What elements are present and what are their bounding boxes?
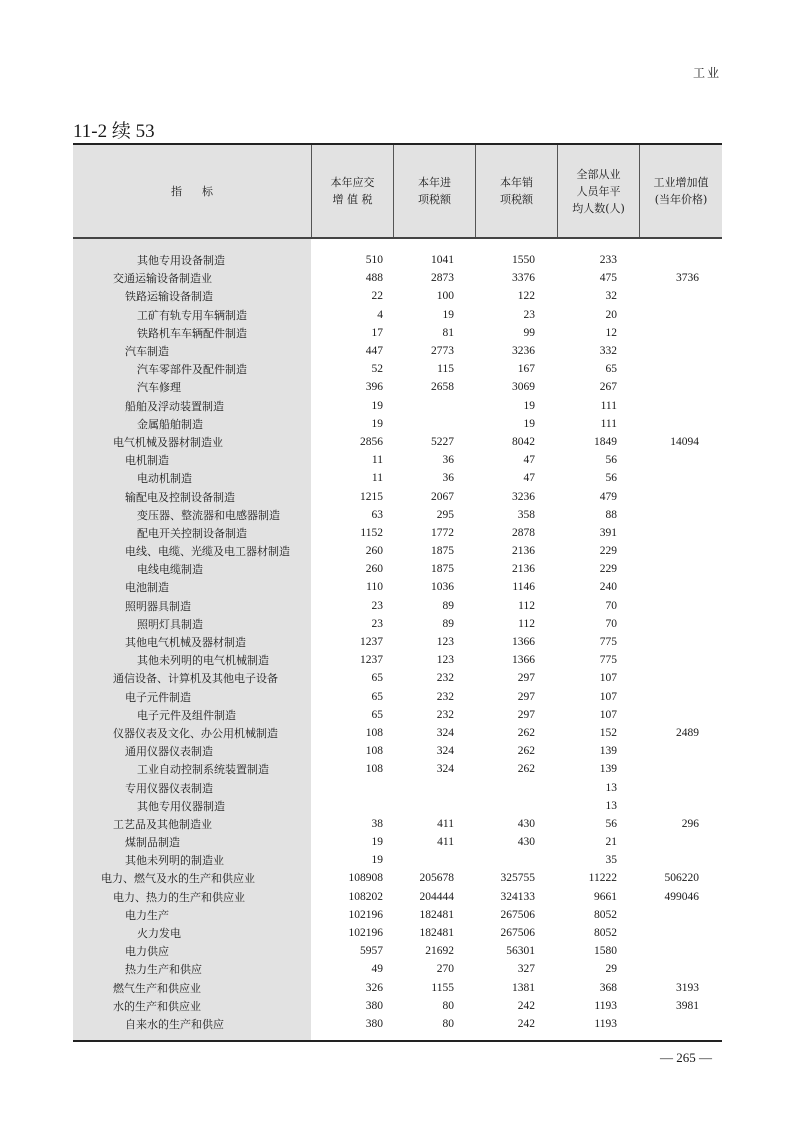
header-vat-payable: 本年应交 增 值 税 (311, 145, 393, 237)
cell-output-tax: 267506 (500, 927, 535, 940)
cell-input-tax: 232 (436, 690, 454, 703)
cell-output-tax: 1366 (512, 654, 535, 667)
cell-output-tax: 358 (517, 508, 535, 521)
section-tag: 工业 (692, 66, 721, 80)
cell-avg-employees: 479 (599, 490, 617, 503)
table-rows (73, 251, 722, 1033)
table-row (73, 724, 722, 742)
cell-vat-payable: 22 (371, 290, 383, 303)
header-value-added: 工业增加值 (当年价格) (639, 145, 722, 237)
cell-input-tax: 19 (442, 308, 454, 321)
table-row (73, 942, 722, 960)
table-row (73, 997, 722, 1015)
cell-vat-payable: 108908 (348, 872, 383, 885)
cell-avg-employees: 229 (599, 545, 617, 558)
cell-output-tax: 242 (517, 999, 535, 1012)
cell-avg-employees: 8052 (594, 927, 617, 940)
row-indicator-name: 自来水的生产和供应 (125, 1017, 224, 1031)
cell-vat-payable: 65 (371, 708, 383, 721)
row-indicator-name: 铁路机车车辆配件制造 (137, 326, 247, 340)
cell-output-tax: 3376 (512, 272, 535, 285)
row-indicator-name: 照明器具制造 (125, 599, 191, 613)
cell-vat-payable: 380 (365, 1017, 383, 1030)
cell-output-tax: 3236 (512, 345, 535, 358)
cell-vat-payable: 447 (365, 345, 383, 358)
table-row (73, 597, 722, 615)
cell-value-added: 2489 (676, 726, 699, 739)
cell-avg-employees: 13 (605, 799, 617, 812)
cell-vat-payable: 19 (371, 399, 383, 412)
cell-value-added: 14094 (670, 435, 699, 448)
table-row (73, 669, 722, 687)
row-indicator-name: 其他专用设备制造 (137, 254, 225, 268)
table-header (73, 143, 722, 239)
cell-output-tax: 297 (517, 690, 535, 703)
cell-vat-payable: 23 (371, 599, 383, 612)
row-indicator-name: 其他专用仪器制造 (137, 799, 225, 813)
cell-input-tax: 232 (436, 672, 454, 685)
cell-input-tax: 2067 (431, 490, 454, 503)
cell-input-tax: 1036 (431, 581, 454, 594)
row-indicator-name: 火力发电 (137, 927, 181, 941)
row-indicator-name: 汽车制造 (125, 345, 169, 359)
table-row (73, 760, 722, 778)
cell-vat-payable: 52 (371, 363, 383, 376)
cell-vat-payable: 1237 (360, 654, 383, 667)
cell-vat-payable: 380 (365, 999, 383, 1012)
cell-output-tax: 327 (517, 963, 535, 976)
table-row (73, 979, 722, 997)
table-row (73, 415, 722, 433)
table-row (73, 469, 722, 487)
header-avg-employees: 全部从业 人员年平 均人数(人) (557, 145, 639, 237)
row-indicator-name: 电机制造 (125, 454, 169, 468)
cell-input-tax: 324 (436, 763, 454, 776)
cell-avg-employees: 29 (605, 963, 617, 976)
cell-avg-employees: 56 (605, 472, 617, 485)
table-row (73, 833, 722, 851)
cell-output-tax: 47 (523, 454, 535, 467)
row-indicator-name: 电气机械及器材制造业 (113, 435, 223, 449)
row-indicator-name: 水的生产和供应业 (113, 999, 201, 1013)
table-row (73, 506, 722, 524)
cell-vat-payable: 108 (365, 726, 383, 739)
table-row (73, 797, 722, 815)
cell-output-tax: 23 (523, 308, 535, 321)
cell-output-tax: 242 (517, 1017, 535, 1030)
cell-avg-employees: 88 (605, 508, 617, 521)
cell-output-tax: 47 (523, 472, 535, 485)
table-row (73, 906, 722, 924)
cell-output-tax: 262 (517, 726, 535, 739)
cell-avg-employees: 1849 (594, 435, 617, 448)
statistics-table (73, 143, 722, 1042)
table-row (73, 342, 722, 360)
cell-avg-employees: 21 (605, 836, 617, 849)
row-indicator-name: 电池制造 (125, 581, 169, 595)
cell-avg-employees: 8052 (594, 908, 617, 921)
cell-input-tax: 21692 (425, 945, 454, 958)
cell-vat-payable: 2856 (360, 435, 383, 448)
table-title: 11-2 续 53 (73, 121, 155, 142)
cell-input-tax: 1875 (431, 545, 454, 558)
cell-avg-employees: 1193 (594, 999, 617, 1012)
cell-output-tax: 112 (518, 617, 535, 630)
page-number: — 265 — (660, 1050, 712, 1065)
table-row (73, 960, 722, 978)
row-indicator-name: 电力供应 (125, 945, 169, 959)
cell-vat-payable: 19 (371, 417, 383, 430)
row-indicator-name: 电动机制造 (137, 472, 192, 486)
header-indicator: 指标 (171, 184, 233, 198)
cell-input-tax: 232 (436, 708, 454, 721)
row-indicator-name: 煤制品制造 (125, 836, 180, 850)
cell-input-tax: 324 (436, 726, 454, 739)
cell-output-tax: 19 (523, 417, 535, 430)
row-indicator-name: 电线、电缆、光缆及电工器材制造 (125, 545, 290, 559)
cell-output-tax: 2136 (512, 545, 535, 558)
table-row (73, 287, 722, 305)
cell-avg-employees: 20 (605, 308, 617, 321)
table-row (73, 433, 722, 451)
cell-avg-employees: 475 (599, 272, 617, 285)
cell-avg-employees: 32 (605, 290, 617, 303)
cell-output-tax: 122 (517, 290, 535, 303)
cell-vat-payable: 260 (365, 545, 383, 558)
cell-avg-employees: 775 (599, 636, 617, 649)
cell-vat-payable: 1215 (360, 490, 383, 503)
cell-avg-employees: 267 (599, 381, 617, 394)
row-indicator-name: 专用仪器仪表制造 (125, 781, 213, 795)
table-row (73, 851, 722, 869)
cell-vat-payable: 510 (365, 254, 383, 267)
cell-output-tax: 3069 (512, 381, 535, 394)
row-indicator-name: 工艺品及其他制造业 (113, 817, 212, 831)
row-indicator-name: 燃气生产和供应业 (113, 981, 201, 995)
table-row (73, 615, 722, 633)
cell-value-added: 3193 (676, 981, 699, 994)
cell-input-tax: 411 (437, 836, 454, 849)
row-indicator-name: 其他电气机械及器材制造 (125, 636, 246, 650)
cell-input-tax: 2873 (431, 272, 454, 285)
cell-vat-payable: 49 (371, 963, 383, 976)
table-row (73, 269, 722, 287)
cell-vat-payable: 488 (365, 272, 383, 285)
cell-input-tax: 205678 (419, 872, 454, 885)
table-row (73, 397, 722, 415)
row-indicator-name: 汽车零部件及配件制造 (137, 363, 247, 377)
cell-avg-employees: 9661 (594, 890, 617, 903)
cell-vat-payable: 110 (366, 581, 383, 594)
cell-output-tax: 267506 (500, 908, 535, 921)
cell-vat-payable: 326 (365, 981, 383, 994)
table-row (73, 633, 722, 651)
table-row (73, 524, 722, 542)
cell-vat-payable: 108202 (348, 890, 383, 903)
cell-input-tax: 81 (442, 326, 454, 339)
table-row (73, 487, 722, 505)
row-indicator-name: 通信设备、计算机及其他电子设备 (113, 672, 278, 686)
cell-avg-employees: 775 (599, 654, 617, 667)
cell-output-tax: 325755 (500, 872, 535, 885)
cell-avg-employees: 65 (605, 363, 617, 376)
cell-input-tax: 36 (442, 472, 454, 485)
cell-vat-payable: 11 (371, 472, 383, 485)
header-input-tax: 本年进 项税额 (393, 145, 475, 237)
cell-output-tax: 19 (523, 399, 535, 412)
cell-vat-payable: 65 (371, 690, 383, 703)
cell-avg-employees: 368 (599, 981, 617, 994)
cell-input-tax: 1155 (431, 981, 454, 994)
table-row (73, 778, 722, 796)
cell-avg-employees: 107 (599, 690, 617, 703)
cell-value-added: 296 (681, 817, 699, 830)
row-indicator-name: 金属船舶制造 (137, 417, 203, 431)
cell-avg-employees: 35 (605, 854, 617, 867)
row-indicator-name: 电力、燃气及水的生产和供应业 (101, 872, 255, 886)
cell-output-tax: 430 (517, 836, 535, 849)
cell-avg-employees: 152 (599, 726, 617, 739)
cell-vat-payable: 102196 (348, 927, 383, 940)
table-row (73, 869, 722, 887)
cell-avg-employees: 332 (599, 345, 617, 358)
cell-avg-employees: 56 (605, 454, 617, 467)
cell-avg-employees: 229 (599, 563, 617, 576)
cell-input-tax: 324 (436, 745, 454, 758)
cell-output-tax: 430 (517, 817, 535, 830)
cell-value-added: 3736 (676, 272, 699, 285)
cell-avg-employees: 11222 (588, 872, 617, 885)
table-row (73, 378, 722, 396)
cell-avg-employees: 1193 (594, 1017, 617, 1030)
cell-vat-payable: 23 (371, 617, 383, 630)
row-indicator-name: 工业自动控制系统装置制造 (137, 763, 269, 777)
cell-avg-employees: 107 (599, 708, 617, 721)
cell-avg-employees: 111 (600, 417, 617, 430)
cell-input-tax: 1772 (431, 526, 454, 539)
cell-vat-payable: 108 (365, 745, 383, 758)
cell-value-added: 506220 (664, 872, 699, 885)
cell-input-tax: 80 (442, 999, 454, 1012)
row-indicator-name: 电子元件及组件制造 (137, 708, 236, 722)
table-row (73, 706, 722, 724)
cell-output-tax: 2136 (512, 563, 535, 576)
cell-input-tax: 270 (436, 963, 454, 976)
cell-output-tax: 2878 (512, 526, 535, 539)
cell-vat-payable: 5957 (360, 945, 383, 958)
cell-input-tax: 1041 (431, 254, 454, 267)
cell-value-added: 499046 (664, 890, 699, 903)
cell-input-tax: 204444 (419, 890, 454, 903)
row-indicator-name: 通用仪器仪表制造 (125, 745, 213, 759)
table-row (73, 888, 722, 906)
row-indicator-name: 照明灯具制造 (137, 617, 203, 631)
cell-output-tax: 262 (517, 745, 535, 758)
cell-vat-payable: 4 (377, 308, 383, 321)
table-row (73, 324, 722, 342)
row-indicator-name: 其他未列明的制造业 (125, 854, 224, 868)
cell-input-tax: 89 (442, 599, 454, 612)
row-indicator-name: 热力生产和供应 (125, 963, 202, 977)
table-row (73, 815, 722, 833)
cell-output-tax: 1381 (512, 981, 535, 994)
cell-output-tax: 3236 (512, 490, 535, 503)
table-row (73, 578, 722, 596)
row-indicator-name: 输配电及控制设备制造 (125, 490, 235, 504)
cell-avg-employees: 56 (605, 817, 617, 830)
cell-output-tax: 297 (517, 708, 535, 721)
row-indicator-name: 仪器仪表及文化、办公用机械制造 (113, 726, 278, 740)
row-indicator-name: 电力、热力的生产和供应业 (113, 890, 245, 904)
row-indicator-name: 电线电缆制造 (137, 563, 203, 577)
cell-input-tax: 36 (442, 454, 454, 467)
cell-input-tax: 89 (442, 617, 454, 630)
cell-vat-payable: 19 (371, 854, 383, 867)
cell-avg-employees: 107 (599, 672, 617, 685)
cell-input-tax: 295 (436, 508, 454, 521)
cell-vat-payable: 38 (371, 817, 383, 830)
cell-avg-employees: 13 (605, 781, 617, 794)
cell-input-tax: 123 (436, 636, 454, 649)
table-body (73, 239, 722, 1042)
cell-input-tax: 182481 (419, 927, 454, 940)
cell-avg-employees: 70 (605, 617, 617, 630)
cell-output-tax: 56301 (506, 945, 535, 958)
cell-output-tax: 1146 (512, 581, 535, 594)
cell-output-tax: 1550 (512, 254, 535, 267)
row-indicator-name: 交通运输设备制造业 (113, 272, 212, 286)
cell-vat-payable: 1152 (360, 526, 383, 539)
cell-output-tax: 324133 (500, 890, 535, 903)
cell-avg-employees: 111 (600, 399, 617, 412)
cell-avg-employees: 391 (599, 526, 617, 539)
row-indicator-name: 配电开关控制设备制造 (137, 526, 247, 540)
cell-value-added: 3981 (676, 999, 699, 1012)
cell-output-tax: 1366 (512, 636, 535, 649)
cell-output-tax: 262 (517, 763, 535, 776)
cell-input-tax: 123 (436, 654, 454, 667)
row-indicator-name: 汽车修理 (137, 381, 181, 395)
table-row (73, 251, 722, 269)
cell-output-tax: 297 (517, 672, 535, 685)
cell-vat-payable: 63 (371, 508, 383, 521)
table-row (73, 306, 722, 324)
cell-input-tax: 2773 (431, 345, 454, 358)
cell-vat-payable: 396 (365, 381, 383, 394)
cell-vat-payable: 17 (371, 326, 383, 339)
cell-input-tax: 1875 (431, 563, 454, 576)
cell-input-tax: 80 (442, 1017, 454, 1030)
cell-avg-employees: 240 (599, 581, 617, 594)
table-row (73, 1015, 722, 1033)
row-indicator-name: 铁路运输设备制造 (125, 290, 213, 304)
cell-avg-employees: 70 (605, 599, 617, 612)
cell-avg-employees: 233 (599, 254, 617, 267)
table-row (73, 560, 722, 578)
cell-output-tax: 167 (517, 363, 535, 376)
cell-vat-payable: 108 (365, 763, 383, 776)
cell-avg-employees: 1580 (594, 945, 617, 958)
table-row (73, 742, 722, 760)
cell-vat-payable: 260 (365, 563, 383, 576)
table-row (73, 451, 722, 469)
cell-input-tax: 115 (437, 363, 454, 376)
cell-input-tax: 2658 (431, 381, 454, 394)
cell-input-tax: 411 (437, 817, 454, 830)
cell-vat-payable: 19 (371, 836, 383, 849)
cell-output-tax: 8042 (512, 435, 535, 448)
header-output-tax: 本年销 项税额 (475, 145, 557, 237)
table-row (73, 688, 722, 706)
cell-avg-employees: 139 (599, 763, 617, 776)
cell-output-tax: 112 (518, 599, 535, 612)
row-indicator-name: 电力生产 (125, 908, 169, 922)
cell-input-tax: 5227 (431, 435, 454, 448)
row-indicator-name: 船舶及浮动装置制造 (125, 399, 224, 413)
cell-input-tax: 100 (436, 290, 454, 303)
cell-vat-payable: 65 (371, 672, 383, 685)
table-row (73, 651, 722, 669)
cell-input-tax: 182481 (419, 908, 454, 921)
cell-avg-employees: 139 (599, 745, 617, 758)
row-indicator-name: 工矿有轨专用车辆制造 (137, 308, 247, 322)
table-row (73, 924, 722, 942)
table-row (73, 360, 722, 378)
row-indicator-name: 电子元件制造 (125, 690, 191, 704)
row-indicator-name: 变压器、整流器和电感器制造 (137, 508, 280, 522)
cell-output-tax: 99 (523, 326, 535, 339)
cell-vat-payable: 1237 (360, 636, 383, 649)
row-indicator-name: 其他未列明的电气机械制造 (137, 654, 269, 668)
cell-vat-payable: 102196 (348, 908, 383, 921)
table-row (73, 542, 722, 560)
cell-avg-employees: 12 (605, 326, 617, 339)
cell-vat-payable: 11 (371, 454, 383, 467)
